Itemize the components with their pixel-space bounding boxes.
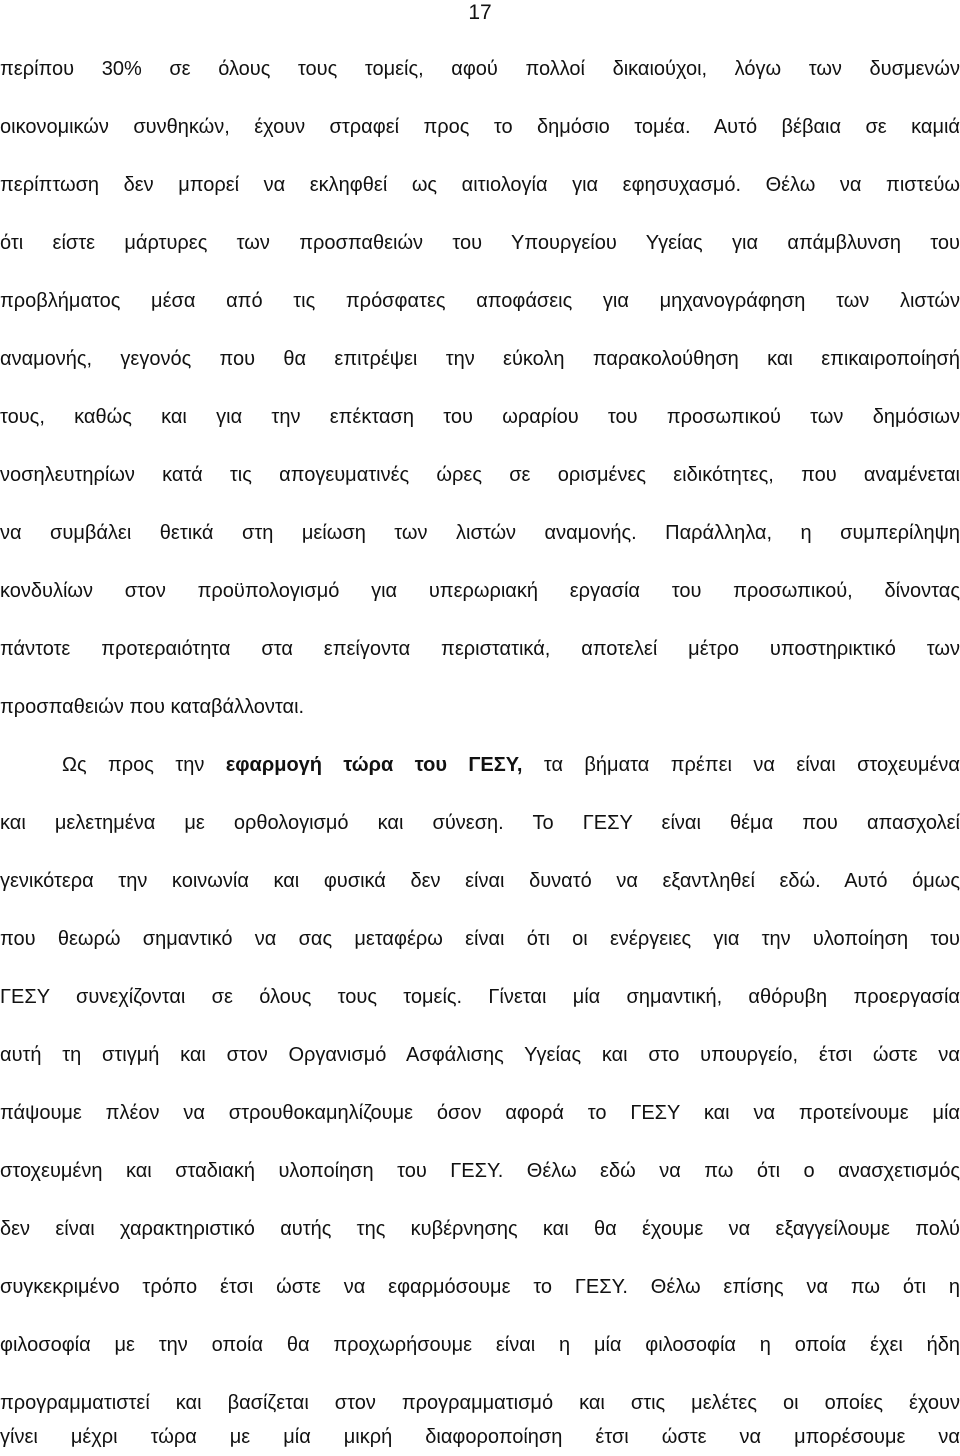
text-line: ΓΕΣΥ συνεχίζονται σε όλους τους τομείς. Γίνεται μία σημαντική, αθόρυβη προεργασία	[0, 986, 960, 1008]
text-line: να συμβάλει θετικά στη μείωση των λιστών αναμονής. Παράλληλα, η συμπερίληψη	[0, 522, 960, 544]
text-line: που θεωρώ σημαντικό να σας μεταφέρω είναι ότι οι ενέργειες για την υλοποίηση του	[0, 928, 960, 950]
text-line: στοχευμένη και σταδιακή υλοποίηση του ΓΕΣΥ. Θέλω εδώ να πω ότι ο ανασχετισμός	[0, 1160, 960, 1182]
text-line: φιλοσοφία με την οποία θα προχωρήσουμε είναι η μία φιλοσοφία η οποία έχει ήδη	[0, 1334, 960, 1356]
text-line: προγραμματιστεί και βασίζεται στον προγραμματισμό και στις μελέτες οι οποίες έχουν	[0, 1392, 960, 1414]
text-line: και μελετημένα με ορθολογισμό και σύνεση. Το ΓΕΣΥ είναι θέμα που απασχολεί	[0, 812, 960, 834]
page-number: 17	[468, 1, 492, 24]
text-line: αναμονής, γεγονός που θα επιτρέψει την εύκολη παρακολούθηση και επικαιροποίησή	[0, 348, 960, 370]
text-line: προβλήματος μέσα από τις πρόσφατες αποφάσεις για μηχανογράφηση των λιστών	[0, 290, 960, 312]
text-line: πάψουμε πλέον να στρουθοκαμηλίζουμε όσον αφορά το ΓΕΣΥ και να προτείνουμε μία	[0, 1102, 960, 1124]
text-line: συγκεκριμένο τρόπο έτσι ώστε να εφαρμόσουμε το ΓΕΣΥ. Θέλω επίσης να πω ότι η	[0, 1276, 960, 1298]
text-line: περίπου 30% σε όλους τους τομείς, αφού πολλοί δικαιούχοι, λόγω των δυσμενών	[0, 58, 960, 80]
text-line: πάντοτε προτεραιότητα στα επείγοντα περιστατικά, αποτελεί μέτρο υποστηρικτικό των	[0, 638, 960, 660]
text-line: δεν είναι χαρακτηριστικό αυτής της κυβέρνησης και θα έχουμε να εξαγγείλουμε πολύ	[0, 1218, 960, 1240]
text-line: γενικότερα την κοινωνία και φυσικά δεν είναι δυνατό να εξαντληθεί εδώ. Αυτό όμως	[0, 870, 960, 892]
text-line: κονδυλίων στον προϋπολογισμό για υπερωριακή εργασία του προσωπικού, δίνοντας	[0, 580, 960, 602]
text-line: νοσηλευτηρίων κατά τις απογευματινές ώρες σε ορισμένες ειδικότητες, που αναμένεται	[0, 464, 960, 486]
text-line: προσπαθειών που καταβάλλονται.	[0, 696, 305, 718]
text-run: Ως προς την	[62, 754, 226, 776]
text-line: αυτή τη στιγμή και στον Οργανισμό Ασφάλισης Υγείας και στο υπουργείο, έτσι ώστε να	[0, 1044, 960, 1066]
text-line: τους, καθώς και για την επέκταση του ωραρίου του προσωπικού των δημόσιων	[0, 406, 960, 428]
paragraph-first-line	[0, 750, 960, 780]
text-line: γίνει μέχρι τώρα με μία μικρή διαφοροποίηση έτσι ώστε να μπορέσουμε να	[0, 1426, 960, 1448]
text-line: οικονομικών συνθηκών, έχουν στραφεί προς το δημόσιο τομέα. Αυτό βέβαια σε καμιά	[0, 116, 960, 138]
text-line: ότι είστε μάρτυρες των προσπαθειών του Υπουργείου Υγείας για απάμβλυνση του	[0, 232, 960, 254]
bold-phrase: εφαρμογή τώρα του ΓΕΣΥ,	[225, 754, 523, 776]
text-run: τα βήματα πρέπει να είναι στοχευμένα	[522, 754, 960, 776]
text-line: περίπτωση δεν μπορεί να εκληφθεί ως αιτιολογία για εφησυχασμό. Θέλω να πιστεύω	[0, 174, 960, 196]
